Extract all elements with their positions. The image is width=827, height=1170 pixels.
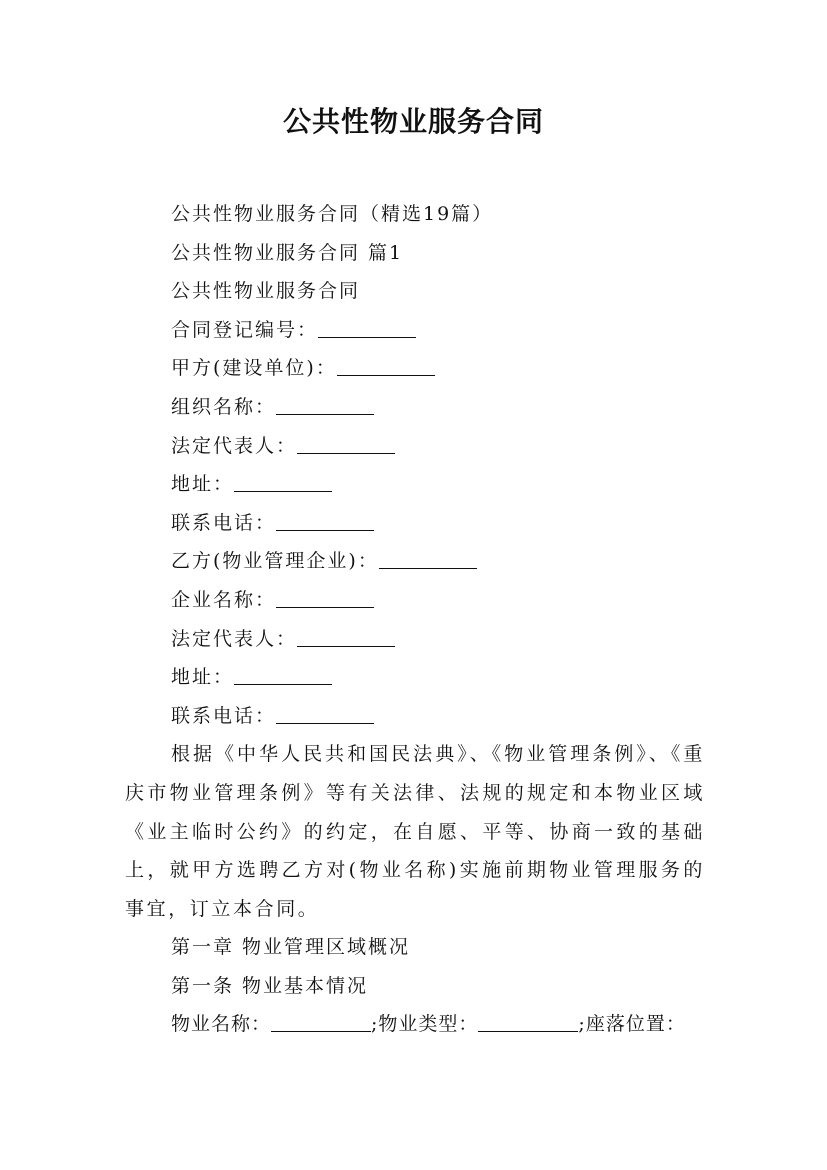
document-body	[125, 195, 705, 1044]
field-address-b	[125, 658, 705, 697]
blank-underline	[297, 626, 395, 647]
preamble-paragraph: 根据《中华人民共和国民法典》、《物业管理条例》、《重庆市物业管理条例》等有关法律、法规的规定和本物业区域《业主临时公约》的约定，在自愿、平等、协商一致的基础上，就甲方选聘乙方对(物业名称)实施前期物业管理服务的事宜，订立本合同。	[125, 743, 705, 920]
field-legal-rep-b	[125, 620, 705, 659]
blank-underline	[297, 433, 395, 454]
field-label: 地址：	[171, 666, 235, 689]
field-label: 乙方(物业管理企业)：	[171, 550, 379, 573]
field-phone-b	[125, 697, 705, 736]
field-label: 地址：	[171, 473, 235, 496]
field-label: 合同登记编号：	[171, 318, 319, 341]
blank-underline	[276, 703, 374, 724]
blank-underline	[234, 664, 332, 685]
property-type-label: ;物业类型：	[371, 1013, 479, 1036]
property-info-line	[125, 1005, 705, 1044]
chapter-heading: 第一章 物业管理区域概况	[171, 936, 411, 959]
field-company-name	[125, 581, 705, 620]
field-organization-name	[125, 388, 705, 427]
blank-underline	[379, 548, 477, 569]
blank-underline	[478, 1011, 578, 1032]
property-location-label: ;座落位置：	[578, 1013, 686, 1036]
field-party-b	[125, 542, 705, 581]
field-phone-a	[125, 504, 705, 543]
blank-underline	[234, 471, 332, 492]
field-registration-number	[125, 311, 705, 350]
document-title: 公共性物业服务合同	[282, 105, 544, 138]
field-label: 法定代表人：	[171, 627, 298, 650]
field-label: 联系电话：	[171, 511, 277, 534]
field-label: 联系电话：	[171, 704, 277, 727]
section-heading: 公共性物业服务合同 篇1	[171, 241, 404, 264]
blank-underline	[337, 355, 435, 376]
blank-underline	[318, 317, 416, 338]
field-label: 甲方(建设单位)：	[171, 357, 337, 380]
field-legal-rep-a	[125, 427, 705, 466]
blank-underline	[276, 394, 374, 415]
summary-line: 公共性物业服务合同（精选19篇）	[171, 203, 494, 225]
contract-heading: 公共性物业服务合同	[171, 280, 361, 303]
field-party-a	[125, 349, 705, 388]
blank-underline	[276, 587, 374, 608]
blank-underline	[276, 510, 374, 531]
field-label: 法定代表人：	[171, 434, 298, 457]
field-address-a	[125, 465, 705, 504]
field-label: 企业名称：	[171, 588, 277, 611]
article-heading: 第一条 物业基本情况	[171, 974, 369, 997]
property-name-label: 物业名称：	[171, 1013, 272, 1036]
blank-underline	[271, 1011, 371, 1032]
field-label: 组织名称：	[171, 395, 277, 418]
